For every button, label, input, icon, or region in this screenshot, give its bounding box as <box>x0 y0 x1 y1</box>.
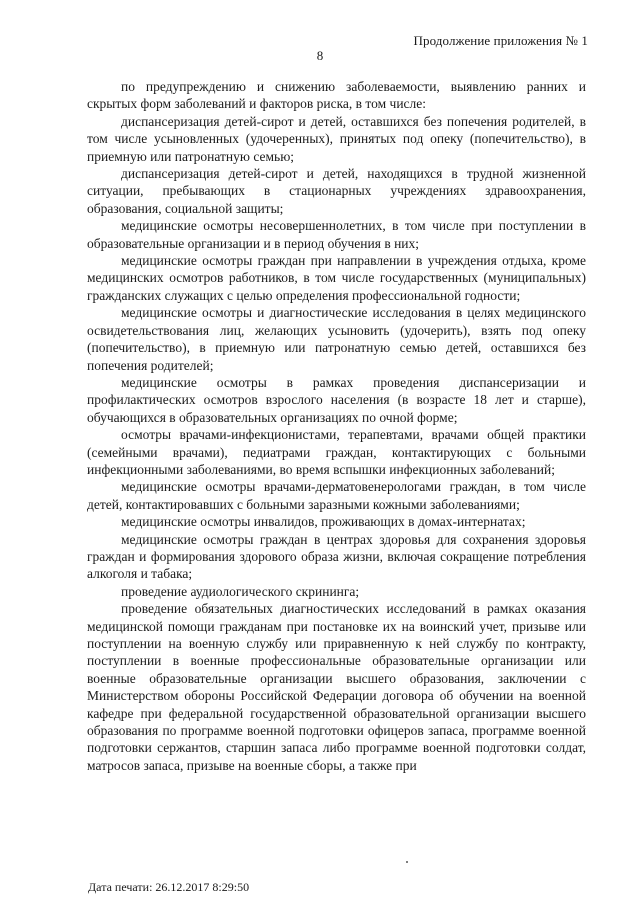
scan-speck <box>406 861 408 863</box>
paragraph-item: медицинские осмотры инвалидов, проживающих в домах-интернатах; <box>121 514 526 530</box>
paragraph-item: проведение аудиологического скрининга; <box>121 583 360 599</box>
appendix-label: Продолжение приложения № 1 <box>413 33 588 48</box>
document-body <box>87 78 586 774</box>
paragraph-item: медицинские осмотры несовершеннолетних, в том числе при поступлении в образовательные организации и в период обучения в них; <box>87 218 586 251</box>
paragraph-item: диспансеризация детей-сирот и детей, оставшихся без попечения родителей, в том числе усыновленных (удочеренных), принятых под опеку (попечительство), в приемную или патронатную семью; <box>87 113 586 164</box>
paragraph-intro: по предупреждению и снижению заболеваемости, выявлению ранних и скрытых форм заболеваний и факторов риска, в том числе: <box>87 79 586 112</box>
paragraph-item: медицинские осмотры граждан при направлении в учреждения отдыха, кроме медицинских осмотров работников, в том числе государственных (муниципальных) гражданских служащих с целью определения профессиональной годности; <box>87 253 586 303</box>
paragraph-item: диспансеризация детей-сирот и детей, находящихся в трудной жизненной ситуации, пребывающих в стационарных учреждениях здравоохранения, образования, социальной защиты; <box>87 166 586 216</box>
paragraph-item-last: проведение обязательных диагностических исследований в рамках оказания медицинской помощи гражданам при постановке их на воинский учет, призыве или поступлении на военную службу или приравненную к ней службу по контракту, поступлении в военные профессиональные образовательные организации или военные образовательные организации высшего образования, заключении с Министерством обороны Российской Федерации договора об обучении на военной кафедре при федеральной государственной образовательной организации высшего образования по программе военной подготовки офицеров запаса, программе военной подготовки сержантов, старшин запаса либо программе военной подготовки солдат, матросов запаса, призыве на военные сборы, а также при <box>87 601 586 773</box>
paragraph-item: медицинские осмотры в рамках проведения диспансеризации и профилактических осмотров взрослого населения (в возрасте 18 лет и старше), обучающихся в образовательных организациях по очной форме; <box>87 374 586 425</box>
paragraph-item: медицинские осмотры врачами-дерматовенерологами граждан, в том числе детей, контактировавших с больными заразными кожными заболеваниями; <box>87 479 586 512</box>
paragraph-item: осмотры врачами-инфекционистами, терапевтами, врачами общей практики (семейными врачами), педиатрами граждан, контактирующих с больными инфекционными заболеваниями, во время вспышки инфекционных заболеваний; <box>87 427 586 477</box>
paragraph-item: медицинские осмотры граждан в центрах здоровья для сохранения здоровья граждан и формирования здорового образа жизни, включая сокращение потребления алкоголя и табака; <box>87 531 586 582</box>
page-number: 8 <box>316 48 324 63</box>
print-date: Дата печати: 26.12.2017 8:29:50 <box>88 880 250 894</box>
paragraph-item: медицинские осмотры и диагностические исследования в целях медицинского освидетельствования лиц, желающих усыновить (удочерить), взять под опеку (попечительство), в приемную или патронатную семью детей, оставшихся без попечения родителей; <box>87 305 586 373</box>
